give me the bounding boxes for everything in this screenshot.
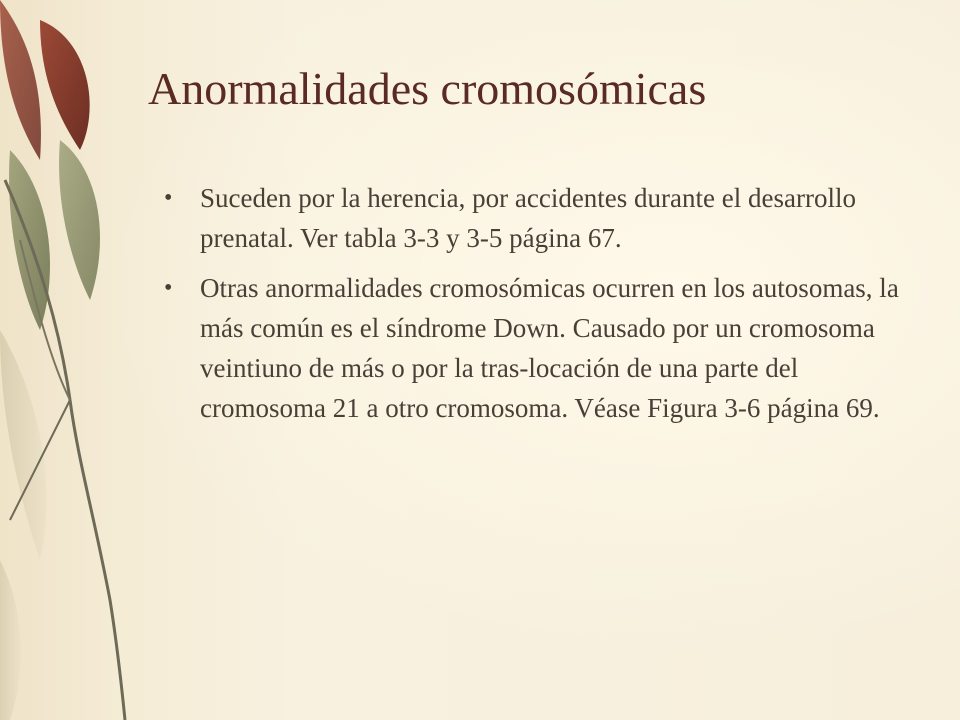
bullet-item [160,178,900,258]
dried-leaf-branch-icon [0,0,140,720]
slide-title: Anormalidades cromosómicas [148,63,707,114]
bullet-glyph: • [164,185,173,211]
bullet-glyph: • [164,275,173,301]
bullet-text: Suceden por la herencia, por accidentes durante el desarrollo prenatal. Ver tabla 3-3 y 3-5 página 67. [200,183,856,253]
bullet-item [160,268,900,428]
bullet-list [160,178,900,438]
bullet-text: Otras anormalidades cromosómicas ocurren en los autosomas, la más común es el síndrome Down. Causado por un cromosoma veintiuno de más o por la tras-locación de una parte del cromosoma 21 a otro cromosoma. Véase Figura 3-6 página 69. [200,273,899,423]
